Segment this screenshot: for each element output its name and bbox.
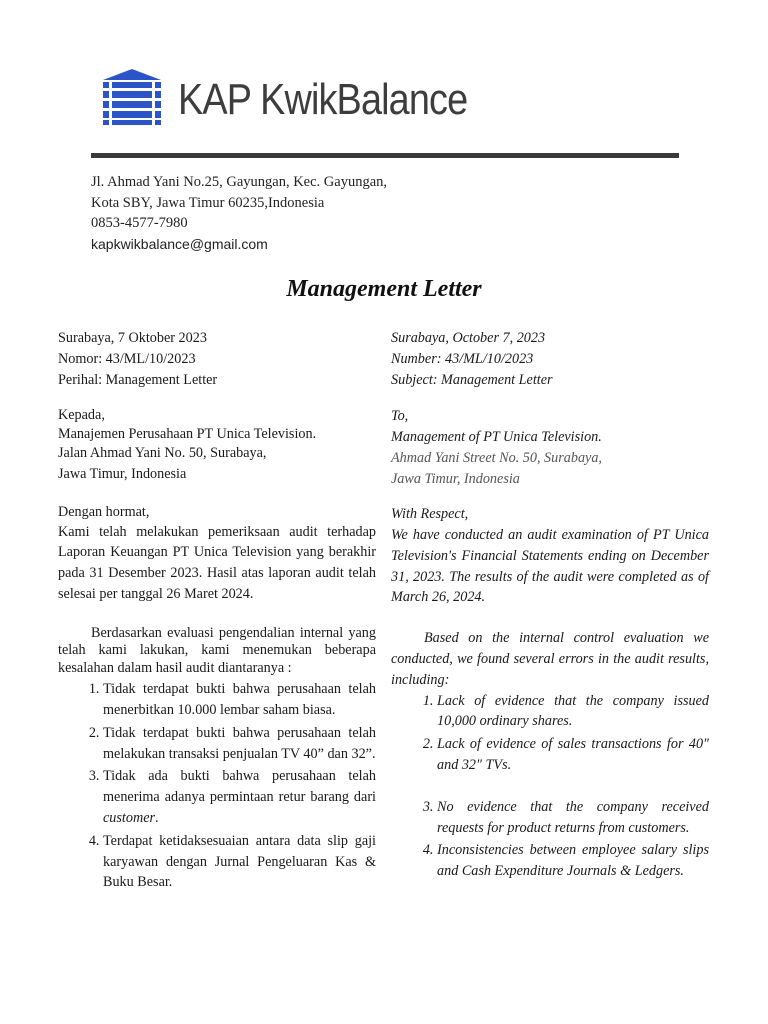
- letter-subject-en: Subject: Management Letter: [391, 372, 553, 388]
- findings-paragraph: Berdasarkan evaluasi pengendalian internal yang telah kami lakukan, kami menemukan beberapa kesalahan dalam hasil audit diantaranya :: [58, 624, 376, 676]
- indonesian-column: [58, 328, 376, 895]
- finding-item-1: 1. Tidak terdapat bukti bahwa perusahaan telah menerbitkan 10.000 lembar saham biasa.: [103, 679, 376, 721]
- greeting: Dengan hormat,: [58, 504, 150, 520]
- finding-item-3-end: .: [155, 809, 159, 826]
- recipient-to-en: To,: [391, 408, 409, 424]
- address-line-2: Kota SBY, Jawa Timur 60235,Indonesia: [91, 194, 325, 211]
- finding-item-3: [103, 766, 376, 828]
- letter-meta-en: [391, 328, 709, 391]
- recipient-block: [58, 406, 376, 485]
- recipient-to: Kepada,: [58, 407, 105, 423]
- recipient-region: Jawa Timur, Indonesia: [58, 466, 187, 482]
- letter-date: Surabaya, 7 Oktober 2023: [58, 330, 207, 346]
- finding-item-4: 4. Terdapat ketidaksesuaian antara data slip gaji karyawan dengan Jurnal Pengeluaran Kas & Buku Besar.: [103, 831, 376, 893]
- address-line-1: Jl. Ahmad Yani No.25, Gayungan, Kec. Gayungan,: [91, 174, 388, 190]
- letter-number: Nomor: 43/ML/10/2023: [58, 351, 196, 367]
- phone-number: 0853-4577-7980: [91, 215, 188, 231]
- finding-item-1-en: 1. Lack of evidence that the company issued 10,000 ordinary shares.: [437, 691, 709, 733]
- finding-item-3-text: Tidak ada bukti bahwa perusahaan telah menerima adanya permintaan retur barang dari: [103, 768, 376, 806]
- findings-list: [58, 679, 376, 893]
- greeting-en: With Respect,: [391, 506, 469, 522]
- findings-list-en: [391, 691, 709, 882]
- recipient-region-en: Jawa Timur, Indonesia: [391, 471, 520, 487]
- document-title: Management Letter: [286, 276, 482, 302]
- finding-item-2-en: 2. Lack of evidence of sales transactions for 40" and 32" TVs.: [437, 734, 709, 776]
- recipient-name-en: Management of PT Unica Television.: [391, 429, 602, 445]
- company-logo-icon: [103, 69, 161, 125]
- finding-item-4-en: 4. Inconsistencies between employee salary slips and Cash Expenditure Journals & Ledgers.: [437, 840, 709, 882]
- letter-meta: [58, 328, 376, 391]
- recipient-street: Jalan Ahmad Yani No. 50, Surabaya,: [58, 445, 267, 461]
- letter-date-en: Surabaya, October 7, 2023: [391, 330, 546, 346]
- header-divider: [91, 153, 679, 158]
- recipient-block-en: [391, 406, 709, 490]
- findings-paragraph-en: Based on the internal control evaluation we conducted, we found several errors in the audit results, including:: [391, 630, 709, 688]
- letter-subject: Perihal: Management Letter: [58, 372, 218, 388]
- recipient-name: Manajemen Perusahaan PT Unica Television.: [58, 425, 317, 442]
- finding-item-3-en: 3. No evidence that the company received requests for product returns from customers.: [437, 797, 709, 839]
- finding-item-2: 2. Tidak terdapat bukti bahwa perusahaan telah melakukan transaksi penjualan TV 40” dan 32”.: [103, 723, 376, 765]
- recipient-street-en: Ahmad Yani Street No. 50, Surabaya,: [391, 450, 602, 466]
- email-address: kapkwikbalance@gmail.com: [91, 235, 268, 252]
- letter-number-en: Number: 43/ML/10/2023: [391, 351, 534, 367]
- finding-item-3-italic: customer: [103, 809, 156, 826]
- company-address: [91, 172, 387, 254]
- intro-paragraph-en: We have conducted an audit examination of PT Unica Television's Financial Statements ending on December 31, 2023. The results of the audit were completed as of March 26, 2024.: [391, 527, 709, 606]
- company-name: KAP KwikBalance: [178, 75, 468, 124]
- english-column: [391, 328, 709, 884]
- intro-paragraph: Kami telah melakukan pemeriksaan audit terhadap Laporan Keuangan PT Unica Television yang berakhir pada 31 Desember 2023. Hasil atas laporan audit telah selesai per tanggal 26 Maret 2024.: [58, 523, 376, 602]
